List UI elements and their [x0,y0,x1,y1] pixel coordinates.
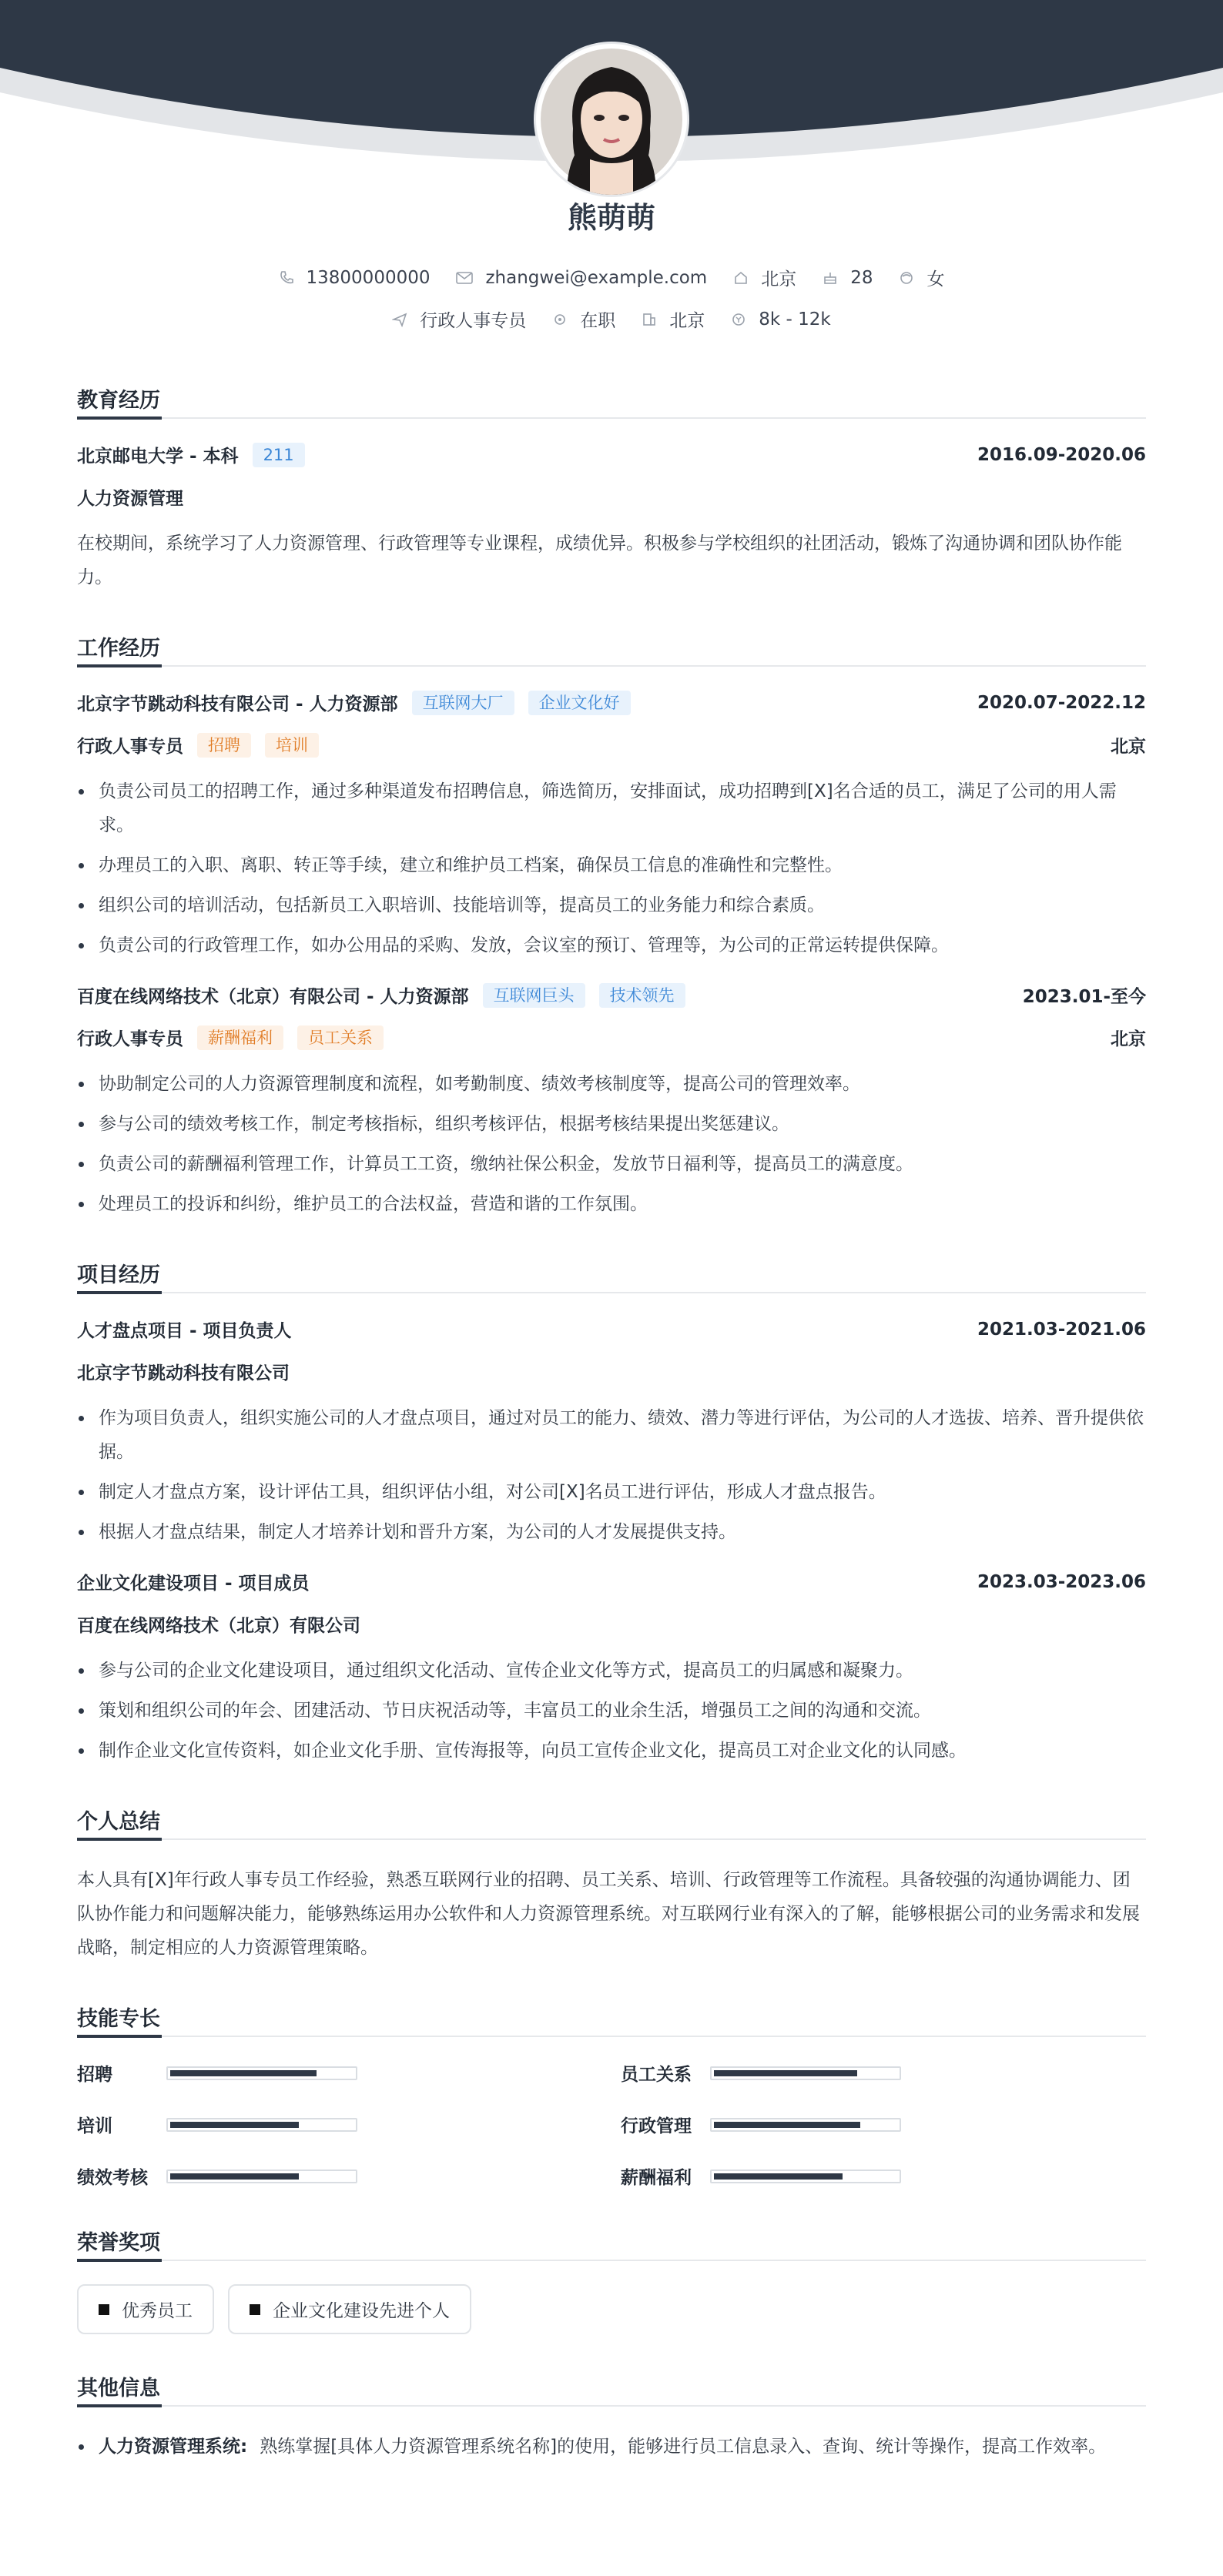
skills-section [77,1996,1146,2189]
project-bullets [77,1401,1146,1549]
money-icon [731,312,746,327]
avatar [536,44,687,195]
list-item: 作为项目负责人，组织实施公司的人才盘点项目，通过对员工的能力、绩效、潜力等进行评估，为公司的人才选拔、培养、晋升提供依据。 [77,1401,1146,1469]
summary-text: 本人具有[X]年行政人事专员工作经验，熟悉互联网行业的招聘、员工关系、培训、行政管理等工作流程。具备较强的沟通协调能力、团队协作能力和问题解决能力，能够熟练运用办公软件和人力资源管理系统。对互联网行业有深入的了解，能够根据公司的业务需求和发展战略，制定相应的人力资源管理策略。 [77,1870,1140,1958]
contact-info-row [0,265,1223,290]
position-info [392,306,526,332]
work-header [77,690,1146,715]
company-tag: 互联网巨头 [483,983,585,1008]
list-item: 负责公司员工的招聘工作，通过多种渠道发布招聘信息，筛选简历，安排面试，成功招聘到[X]名合适的员工，满足了公司的用人需求。 [77,774,1146,842]
section-header [77,1996,1146,2037]
other-item [77,2430,1146,2464]
email-info [456,268,707,288]
school-tag: 211 [253,443,305,467]
role-title: 行政人事专员 [77,737,183,757]
list-item: 参与公司的绩效考核工作，制定考核指标，组织考核评估，根据考核结果提出奖惩建议。 [77,1107,1146,1141]
company-name: 北京字节跳动科技有限公司 - 人力资源部 [77,694,398,714]
age-info [823,268,873,288]
role-tag: 薪酬福利 [197,1025,283,1050]
skill-item [77,2112,621,2137]
skill-level [170,2122,299,2128]
education-header [77,442,1146,467]
expected-city-info [642,306,705,332]
role-tag: 员工关系 [297,1025,384,1050]
other-section [77,2365,1146,2464]
skill-level [714,2173,843,2180]
city-text: 北京 [761,269,797,289]
skill-name: 行政管理 [621,2116,692,2136]
work-entry [77,690,1146,962]
list-item: 负责公司的行政管理工作，如办公用品的采购、发放，会议室的预订、管理等，为公司的正常运转提供保障。 [77,928,1146,962]
skill-item [621,2112,1146,2137]
section-title: 教育经历 [77,389,160,413]
award-badge [228,2284,471,2334]
expected-city-text: 北京 [669,311,705,331]
role-title: 行政人事专员 [77,1029,183,1049]
skill-level [170,2173,299,2180]
section-title: 技能专长 [77,2007,160,2031]
education-description: 在校期间，系统学习了人力资源管理、行政管理等专业课程，成绩优异。积极参与学校组织的社团活动，锻炼了沟通协调和团队协作能力。 [77,534,1122,587]
gender-icon [899,270,914,286]
cake-icon [823,270,838,286]
project-date: 2023.03-2023.06 [977,1571,1146,1592]
projects-section [77,1252,1146,1768]
phone-text: 13800000000 [306,267,431,288]
skill-level [714,2122,860,2128]
skill-item [77,2060,621,2086]
section-underline [77,664,162,667]
project-entry [77,1569,1146,1768]
skill-bar [710,2118,901,2132]
skill-name: 招聘 [77,2065,112,2085]
project-title: 企业文化建设项目 - 项目成员 [77,1574,310,1594]
work-bullets [77,774,1146,962]
age-text: 28 [850,267,873,288]
section-underline [77,2259,162,2262]
salary-info [731,309,830,330]
work-date: 2023.01-至今 [1022,987,1146,1007]
list-item: 制作企业文化宣传资料，如企业文化手册、宣传海报等，向员工宣传企业文化，提高员工对企业文化的认同感。 [77,1734,1146,1768]
other-label: 人力资源管理系统: [99,2437,248,2457]
status-text: 在职 [580,311,616,331]
school-name: 北京邮电大学 - 本科 [77,447,239,467]
section-header [77,2220,1146,2261]
section-title: 其他信息 [77,2377,160,2400]
work-section [77,625,1146,1221]
work-location: 北京 [1111,1029,1146,1049]
gender-info [899,265,944,290]
skills-grid [77,2060,1146,2189]
role-row [77,1025,1146,1050]
resume-content [77,377,1146,2494]
role-row [77,732,1146,758]
award-icon [99,2304,109,2315]
phone-icon [279,270,294,286]
bullet-dot [77,2430,99,2464]
section-underline [77,417,162,420]
job-intent-row [0,306,1223,332]
award-name: 企业文化建设先进个人 [273,2301,450,2321]
project-bullets [77,1654,1146,1768]
candidate-name: 熊萌萌 [567,201,655,235]
project-entry [77,1316,1146,1549]
section-header [77,2365,1146,2407]
list-item: 负责公司的薪酬福利管理工作，计算员工工资，缴纳社保公积金，发放节日福利等，提高员工的满意度。 [77,1147,1146,1181]
list-item: 制定人才盘点方案，设计评估工具，组织评估小组，对公司[X]名员工进行评估，形成人才盘点报告。 [77,1475,1146,1509]
skill-item [621,2163,1146,2189]
skill-name: 绩效考核 [77,2168,148,2188]
phone-info [279,268,431,288]
section-title: 荣誉奖项 [77,2231,160,2255]
work-bullets [77,1067,1146,1221]
project-title: 人才盘点项目 - 项目负责人 [77,1321,292,1341]
work-header [77,982,1146,1008]
mail-icon [456,271,473,285]
section-header [77,1798,1146,1840]
list-item: 办理员工的入职、离职、转正等手续，建立和维护员工档案，确保员工信息的准确性和完整性。 [77,848,1146,882]
education-date: 2016.09-2020.06 [977,444,1146,465]
list-item: 协助制定公司的人力资源管理制度和流程，如考勤制度、绩效考核制度等，提高公司的管理效率。 [77,1067,1146,1101]
work-date: 2020.07-2022.12 [977,692,1146,713]
list-item: 处理员工的投诉和纠纷，维护员工的合法权益，营造和谐的工作氛围。 [77,1187,1146,1221]
list-item: 策划和组织公司的年会、团建活动、节日庆祝活动等，丰富员工的业余生活，增强员工之间的沟通和交流。 [77,1694,1146,1728]
section-title: 个人总结 [77,1810,160,1834]
skill-bar [166,2066,357,2080]
gender-text: 女 [926,269,945,289]
section-underline [77,2404,162,2407]
skill-bar [166,2118,357,2132]
awards-list [77,2284,1146,2334]
role-tag: 招聘 [197,733,251,758]
skill-bar [710,2170,901,2183]
skill-name: 员工关系 [621,2065,692,2085]
company-tag: 技术领先 [599,983,685,1008]
skill-level [170,2070,317,2076]
skill-level [714,2070,857,2076]
skill-item [77,2163,621,2189]
email-text: zhangwei@example.com [485,267,708,288]
skill-name: 培训 [77,2116,112,2136]
salary-text: 8k - 12k [759,309,831,330]
section-underline [77,2035,162,2038]
skill-item [621,2060,1146,2086]
company-tag: 企业文化好 [528,691,631,715]
city-info [733,265,796,290]
major: 人力资源管理 [77,489,183,509]
skill-name: 薪酬福利 [621,2168,692,2188]
avatar-portrait [536,44,687,195]
project-company: 百度在线网络技术（北京）有限公司 [77,1616,360,1636]
work-location: 北京 [1111,737,1146,757]
section-header [77,377,1146,419]
other-text: 熟练掌握[具体人力资源管理系统名称]的使用，能够进行员工信息录入、查询、统计等操作，提高工作效率。 [260,2437,1107,2457]
list-item: 组织公司的培训活动，包括新员工入职培训、技能培训等，提高员工的业务能力和综合素质。 [77,888,1146,922]
education-section [77,377,1146,594]
status-info [552,306,615,332]
summary-section [77,1798,1146,1965]
building-icon [642,312,657,327]
list-item: 根据人才盘点结果，制定人才培养计划和晋升方案，为公司的人才发展提供支持。 [77,1515,1146,1549]
list-item: 参与公司的企业文化建设项目，通过组织文化活动、宣传企业文化等方式，提高员工的归属感和凝聚力。 [77,1654,1146,1688]
section-title: 项目经历 [77,1263,160,1287]
project-header [77,1316,1146,1342]
send-icon [392,312,407,327]
section-title: 工作经历 [77,637,160,661]
award-badge [77,2284,214,2334]
skill-bar [710,2066,901,2080]
skill-bar [166,2170,357,2183]
company-name: 百度在线网络技术（北京）有限公司 - 人力资源部 [77,987,469,1007]
award-name: 优秀员工 [122,2301,193,2321]
home-icon [733,270,749,286]
project-company: 北京字节跳动科技有限公司 [77,1363,290,1383]
section-underline [77,1291,162,1294]
section-header [77,625,1146,667]
section-underline [77,1838,162,1841]
company-tag: 互联网大厂 [412,691,514,715]
position-text: 行政人事专员 [420,311,527,331]
status-icon [552,312,568,327]
section-header [77,1252,1146,1293]
award-icon [250,2304,260,2315]
work-entry [77,982,1146,1221]
project-header [77,1569,1146,1594]
awards-section [77,2220,1146,2334]
role-tag: 培训 [265,733,319,758]
project-date: 2021.03-2021.06 [977,1319,1146,1340]
